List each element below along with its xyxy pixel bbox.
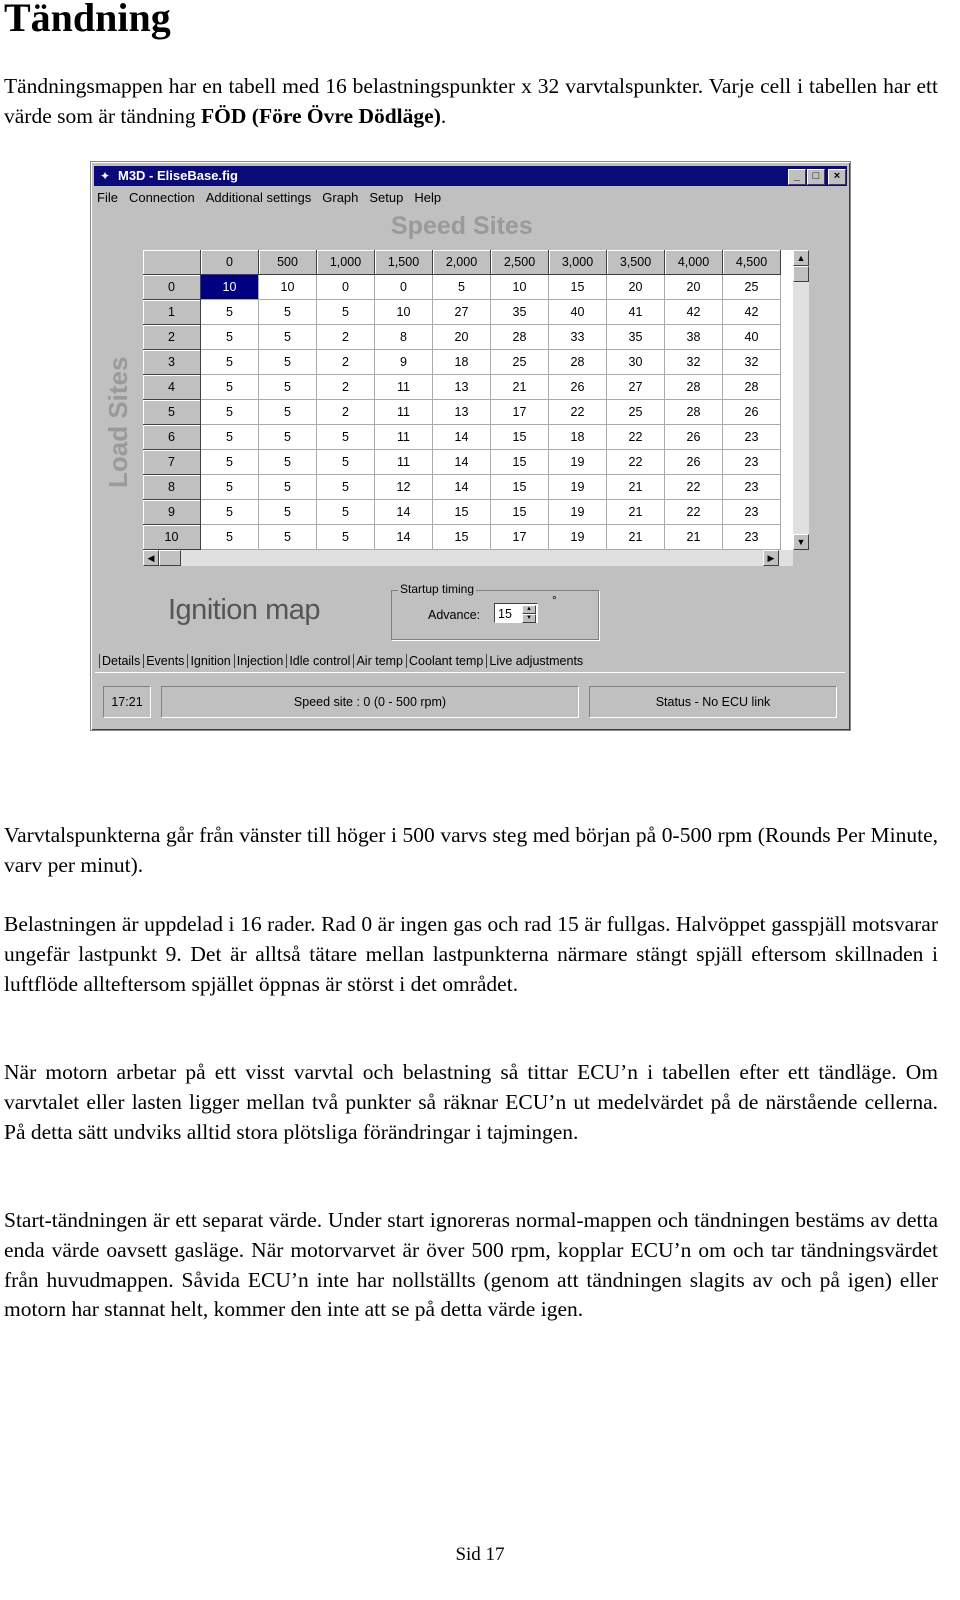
speed-site-header[interactable]: 500 <box>259 250 317 275</box>
grid-cell[interactable]: 5 <box>201 300 259 325</box>
status-speed-site: Speed site : 0 (0 - 500 rpm) <box>161 686 579 718</box>
selected-grid-cell[interactable]: 10 <box>201 275 259 300</box>
grid-cell[interactable]: 23 <box>723 500 781 525</box>
grid-cell[interactable]: 19 <box>549 525 607 550</box>
menu-setup[interactable]: Setup <box>369 190 404 205</box>
grid-cell[interactable]: 11 <box>375 400 433 425</box>
grid-cell[interactable]: 11 <box>375 450 433 475</box>
grid-cell[interactable]: 5 <box>317 300 375 325</box>
spin-up-icon[interactable]: ▲ <box>522 605 536 614</box>
advance-spinner[interactable] <box>494 603 538 623</box>
speed-sites-label: Speed Sites <box>391 212 533 240</box>
grid-cell[interactable]: 25 <box>491 350 549 375</box>
grid-cell[interactable]: 5 <box>317 500 375 525</box>
horizontal-scrollbar[interactable] <box>143 550 793 566</box>
grid-cell[interactable]: 32 <box>723 350 781 375</box>
vertical-scroll-thumb[interactable] <box>793 266 809 282</box>
grid-cell[interactable]: 5 <box>259 500 317 525</box>
grid-cell[interactable]: 10 <box>259 275 317 300</box>
grid-cell[interactable]: 5 <box>201 400 259 425</box>
menu-file[interactable]: File <box>97 190 118 205</box>
scroll-right-icon[interactable]: ▶ <box>763 550 779 566</box>
grid-cell[interactable]: 42 <box>723 300 781 325</box>
paragraph-startup: Start-tändningen är ett separat värde. Under start ignoreras normal-mappen och tändningen bestäms av detta enda värde oavsett gasläge. När motorvarvet är över 500 rpm, kopplar ECU’n om och tar tändningsvärdet från huvudmappen. Såvida ECU’n inte har nollställts (genom att tändningen slagits av och på igen) eller motorn har stannat helt, kommer den inte att se på detta värde igen. <box>4 1208 938 1322</box>
spin-down-icon[interactable]: ▼ <box>522 614 536 623</box>
grid-cell[interactable]: 21 <box>491 375 549 400</box>
grid-cell[interactable]: 23 <box>723 450 781 475</box>
grid-cell[interactable]: 28 <box>665 400 723 425</box>
menu-additional-settings[interactable]: Additional settings <box>205 190 312 205</box>
tab-divider <box>95 672 845 673</box>
grid-corner <box>143 250 201 275</box>
grid-cell[interactable]: 25 <box>723 275 781 300</box>
grid-cell[interactable]: 5 <box>201 425 259 450</box>
speed-site-header[interactable]: 4,000 <box>665 250 723 275</box>
page-heading: Tändning <box>4 0 171 40</box>
grid-cell[interactable]: 0 <box>375 275 433 300</box>
maximize-button[interactable]: □ <box>807 169 825 185</box>
grid-row <box>143 400 781 425</box>
intro-bold: FÖD (Före Övre Dödläge) <box>201 103 441 128</box>
grid-cell[interactable]: 35 <box>491 300 549 325</box>
grid-cell[interactable]: 5 <box>259 475 317 500</box>
tab-details[interactable]: Details <box>99 654 142 668</box>
grid-cell[interactable]: 19 <box>549 500 607 525</box>
grid-cell[interactable]: 15 <box>491 475 549 500</box>
m3d-window <box>90 161 851 731</box>
grid-cell[interactable]: 18 <box>549 425 607 450</box>
grid-cell[interactable]: 15 <box>491 500 549 525</box>
startup-timing-group <box>391 582 599 640</box>
load-site-header[interactable]: 5 <box>143 400 201 425</box>
load-site-header[interactable]: 6 <box>143 425 201 450</box>
grid-row <box>143 475 781 500</box>
speed-site-header[interactable]: 1,500 <box>375 250 433 275</box>
tab-coolant-temp[interactable]: Coolant temp <box>406 654 485 668</box>
grid-row <box>143 350 781 375</box>
load-site-header[interactable]: 2 <box>143 325 201 350</box>
grid-cell[interactable]: 23 <box>723 425 781 450</box>
menu-help[interactable]: Help <box>414 190 442 205</box>
ignition-grid[interactable] <box>143 250 793 550</box>
grid-cell[interactable]: 21 <box>665 525 723 550</box>
grid-cell[interactable]: 5 <box>317 450 375 475</box>
grid-cell[interactable]: 32 <box>665 350 723 375</box>
grid-cell[interactable]: 28 <box>723 375 781 400</box>
grid-cell[interactable]: 19 <box>549 450 607 475</box>
load-site-header[interactable]: 9 <box>143 500 201 525</box>
grid-cell[interactable]: 23 <box>723 475 781 500</box>
grid-cell[interactable]: 15 <box>549 275 607 300</box>
load-site-header[interactable]: 7 <box>143 450 201 475</box>
speed-site-header[interactable]: 2,000 <box>433 250 491 275</box>
minimize-button[interactable]: _ <box>788 169 806 185</box>
grid-cell[interactable]: 5 <box>259 350 317 375</box>
grid-cell[interactable]: 13 <box>433 400 491 425</box>
tab-events[interactable]: Events <box>143 654 186 668</box>
grid-cell[interactable]: 22 <box>665 500 723 525</box>
grid-cell[interactable]: 5 <box>259 525 317 550</box>
speed-site-header[interactable]: 0 <box>201 250 259 275</box>
grid-row <box>143 500 781 525</box>
tab-strip <box>99 654 586 672</box>
status-time: 17:21 <box>103 686 151 718</box>
grid-cell[interactable]: 14 <box>433 450 491 475</box>
grid-cell[interactable]: 15 <box>433 500 491 525</box>
grid-row <box>143 525 781 550</box>
grid-cell[interactable]: 13 <box>433 375 491 400</box>
grid-cell[interactable]: 15 <box>491 450 549 475</box>
ignition-map-label: Ignition map <box>168 594 320 626</box>
grid-cell[interactable]: 5 <box>201 350 259 375</box>
grid-cell[interactable]: 5 <box>317 425 375 450</box>
load-site-header[interactable]: 3 <box>143 350 201 375</box>
grid-cell[interactable]: 35 <box>607 325 665 350</box>
menu-graph[interactable]: Graph <box>322 190 359 205</box>
menubar <box>97 190 452 210</box>
degree-unit: ° <box>552 593 557 607</box>
grid-cell[interactable]: 28 <box>665 375 723 400</box>
spinner-buttons[interactable] <box>522 605 536 621</box>
tab-injection[interactable]: Injection <box>234 654 286 668</box>
grid-cell[interactable]: 5 <box>259 425 317 450</box>
grid-cell[interactable]: 5 <box>201 450 259 475</box>
load-sites-label: Load Sites <box>103 356 133 488</box>
grid-cell[interactable]: 28 <box>491 325 549 350</box>
grid-row <box>143 325 781 350</box>
grid-row <box>143 275 781 300</box>
grid-cell[interactable]: 5 <box>201 325 259 350</box>
grid-cell[interactable]: 5 <box>259 375 317 400</box>
grid-cell[interactable]: 21 <box>607 525 665 550</box>
grid-cell[interactable]: 5 <box>317 475 375 500</box>
grid-cell[interactable]: 33 <box>549 325 607 350</box>
grid-cell[interactable]: 20 <box>607 275 665 300</box>
grid-cell[interactable]: 2 <box>317 375 375 400</box>
grid-cell[interactable]: 11 <box>375 425 433 450</box>
advance-label: Advance: <box>428 608 481 622</box>
grid-cell[interactable]: 2 <box>317 400 375 425</box>
grid-cell[interactable]: 22 <box>549 400 607 425</box>
grid-cell[interactable]: 5 <box>259 450 317 475</box>
speed-site-header[interactable]: 3,500 <box>607 250 665 275</box>
speed-site-header[interactable]: 1,000 <box>317 250 375 275</box>
grid-cell[interactable]: 40 <box>549 300 607 325</box>
tab-ignition[interactable]: Ignition <box>187 654 232 668</box>
grid-cell[interactable]: 0 <box>317 275 375 300</box>
speed-site-header[interactable]: 3,000 <box>549 250 607 275</box>
grid-cell[interactable]: 14 <box>375 500 433 525</box>
grid-cell[interactable]: 11 <box>375 375 433 400</box>
grid-cell[interactable]: 38 <box>665 325 723 350</box>
grid-row <box>143 300 781 325</box>
grid-cell[interactable]: 5 <box>259 325 317 350</box>
page-footer: Sid 17 <box>455 1544 505 1565</box>
scroll-up-icon[interactable]: ▲ <box>793 250 809 266</box>
grid-cell[interactable]: 5 <box>201 375 259 400</box>
grid-cell[interactable]: 27 <box>433 300 491 325</box>
grid-cell[interactable]: 8 <box>375 325 433 350</box>
startup-timing-legend: Startup timing <box>400 582 475 596</box>
grid-cell[interactable]: 20 <box>665 275 723 300</box>
grid-cell[interactable]: 26 <box>665 425 723 450</box>
grid-cell[interactable]: 19 <box>549 475 607 500</box>
grid-cell[interactable]: 10 <box>491 275 549 300</box>
grid-cell[interactable]: 40 <box>723 325 781 350</box>
scroll-down-icon[interactable]: ▼ <box>793 534 809 550</box>
grid-cell[interactable]: 17 <box>491 525 549 550</box>
advance-value[interactable]: 15 <box>498 607 512 621</box>
grid-cell[interactable]: 5 <box>201 525 259 550</box>
grid-cell[interactable]: 9 <box>375 350 433 375</box>
paragraph-speed-sites: Varvtalspunkterna går från vänster till höger i 500 varvs steg med början på 0-500 rpm (Rounds Per Minute, varv per minut). <box>4 823 938 877</box>
close-button[interactable]: × <box>828 169 846 185</box>
grid-cell[interactable]: 23 <box>723 525 781 550</box>
grid-cell[interactable]: 5 <box>317 525 375 550</box>
load-site-header[interactable]: 10 <box>143 525 201 550</box>
load-site-header[interactable]: 4 <box>143 375 201 400</box>
speed-site-header[interactable]: 4,500 <box>723 250 781 275</box>
tab-air-temp[interactable]: Air temp <box>353 654 405 668</box>
grid-cell[interactable]: 17 <box>491 400 549 425</box>
grid-row <box>143 450 781 475</box>
grid-cell[interactable]: 28 <box>549 350 607 375</box>
vertical-scrollbar[interactable] <box>793 250 809 550</box>
window-title: M3D - EliseBase.fig <box>118 168 238 183</box>
grid-cell[interactable]: 21 <box>607 500 665 525</box>
column-header-row <box>143 250 781 275</box>
grid-cell[interactable]: 15 <box>433 525 491 550</box>
grid-cell[interactable]: 25 <box>607 400 665 425</box>
window-titlebar <box>94 166 847 186</box>
horizontal-scroll-thumb[interactable] <box>159 550 181 566</box>
grid-cell[interactable]: 5 <box>259 300 317 325</box>
grid-cell[interactable]: 10 <box>375 300 433 325</box>
grid-cell[interactable]: 22 <box>607 450 665 475</box>
grid-cell[interactable]: 26 <box>549 375 607 400</box>
status-ecu-link: Status - No ECU link <box>589 686 837 718</box>
grid-cell[interactable]: 5 <box>201 500 259 525</box>
grid-cell[interactable]: 30 <box>607 350 665 375</box>
grid-cell[interactable]: 15 <box>491 425 549 450</box>
load-site-header[interactable]: 0 <box>143 275 201 300</box>
grid-cell[interactable]: 27 <box>607 375 665 400</box>
grid-cell[interactable]: 14 <box>433 425 491 450</box>
grid-cell[interactable]: 26 <box>665 450 723 475</box>
app-icon: ✦ <box>99 169 111 183</box>
grid-cell[interactable]: 5 <box>201 475 259 500</box>
grid-cell[interactable]: 2 <box>317 350 375 375</box>
grid-cell[interactable]: 14 <box>433 475 491 500</box>
scroll-left-icon[interactable]: ◀ <box>143 550 159 566</box>
tab-idle-control[interactable]: Idle control <box>286 654 352 668</box>
grid-cell[interactable]: 21 <box>607 475 665 500</box>
grid-cell[interactable]: 22 <box>607 425 665 450</box>
menu-connection[interactable]: Connection <box>128 190 195 205</box>
grid-cell[interactable]: 22 <box>665 475 723 500</box>
grid-cell[interactable]: 42 <box>665 300 723 325</box>
grid-row <box>143 375 781 400</box>
grid-cell[interactable]: 5 <box>259 400 317 425</box>
grid-cell[interactable]: 5 <box>433 275 491 300</box>
load-site-header[interactable]: 8 <box>143 475 201 500</box>
paragraph-load: Belastningen är uppdelad i 16 rader. Rad 0 är ingen gas och rad 15 är fullgas. Halvöppet gasspjäll motsvarar ungefär lastpunkt 9. Det är alltså tätare mellan lastpunkterna närmare stängt spjäll eftersom skillnaden i luftflöde allteftersom spjället öppnas är störst i det området. <box>4 912 938 996</box>
grid-cell[interactable]: 12 <box>375 475 433 500</box>
load-site-header[interactable]: 1 <box>143 300 201 325</box>
grid-cell[interactable]: 18 <box>433 350 491 375</box>
grid-cell[interactable]: 26 <box>723 400 781 425</box>
paragraph-ecu: När motorn arbetar på ett visst varvtal och belastning så tittar ECU’n i tabellen efter ett tändläge. Om varvtalet eller lasten ligger mellan två punkter så räknar ECU’n ut medelvärdet på de närstående cellerna. På detta sätt undviks alltid stora plötsliga förändringar i tajmingen. <box>4 1060 938 1144</box>
grid-cell[interactable]: 14 <box>375 525 433 550</box>
intro-paragraph: Tändningsmappen har en tabell med 16 belastningspunkter x 32 varvtalspunkter. Varje cell i tabellen har ett värde som är tändning FÖD (Före Övre Dödläge). <box>4 74 938 128</box>
grid-row <box>143 425 781 450</box>
tab-live-adjustments[interactable]: Live adjustments <box>486 654 585 668</box>
grid-cell[interactable]: 20 <box>433 325 491 350</box>
grid-cell[interactable]: 41 <box>607 300 665 325</box>
grid-cell[interactable]: 2 <box>317 325 375 350</box>
speed-site-header[interactable]: 2,500 <box>491 250 549 275</box>
